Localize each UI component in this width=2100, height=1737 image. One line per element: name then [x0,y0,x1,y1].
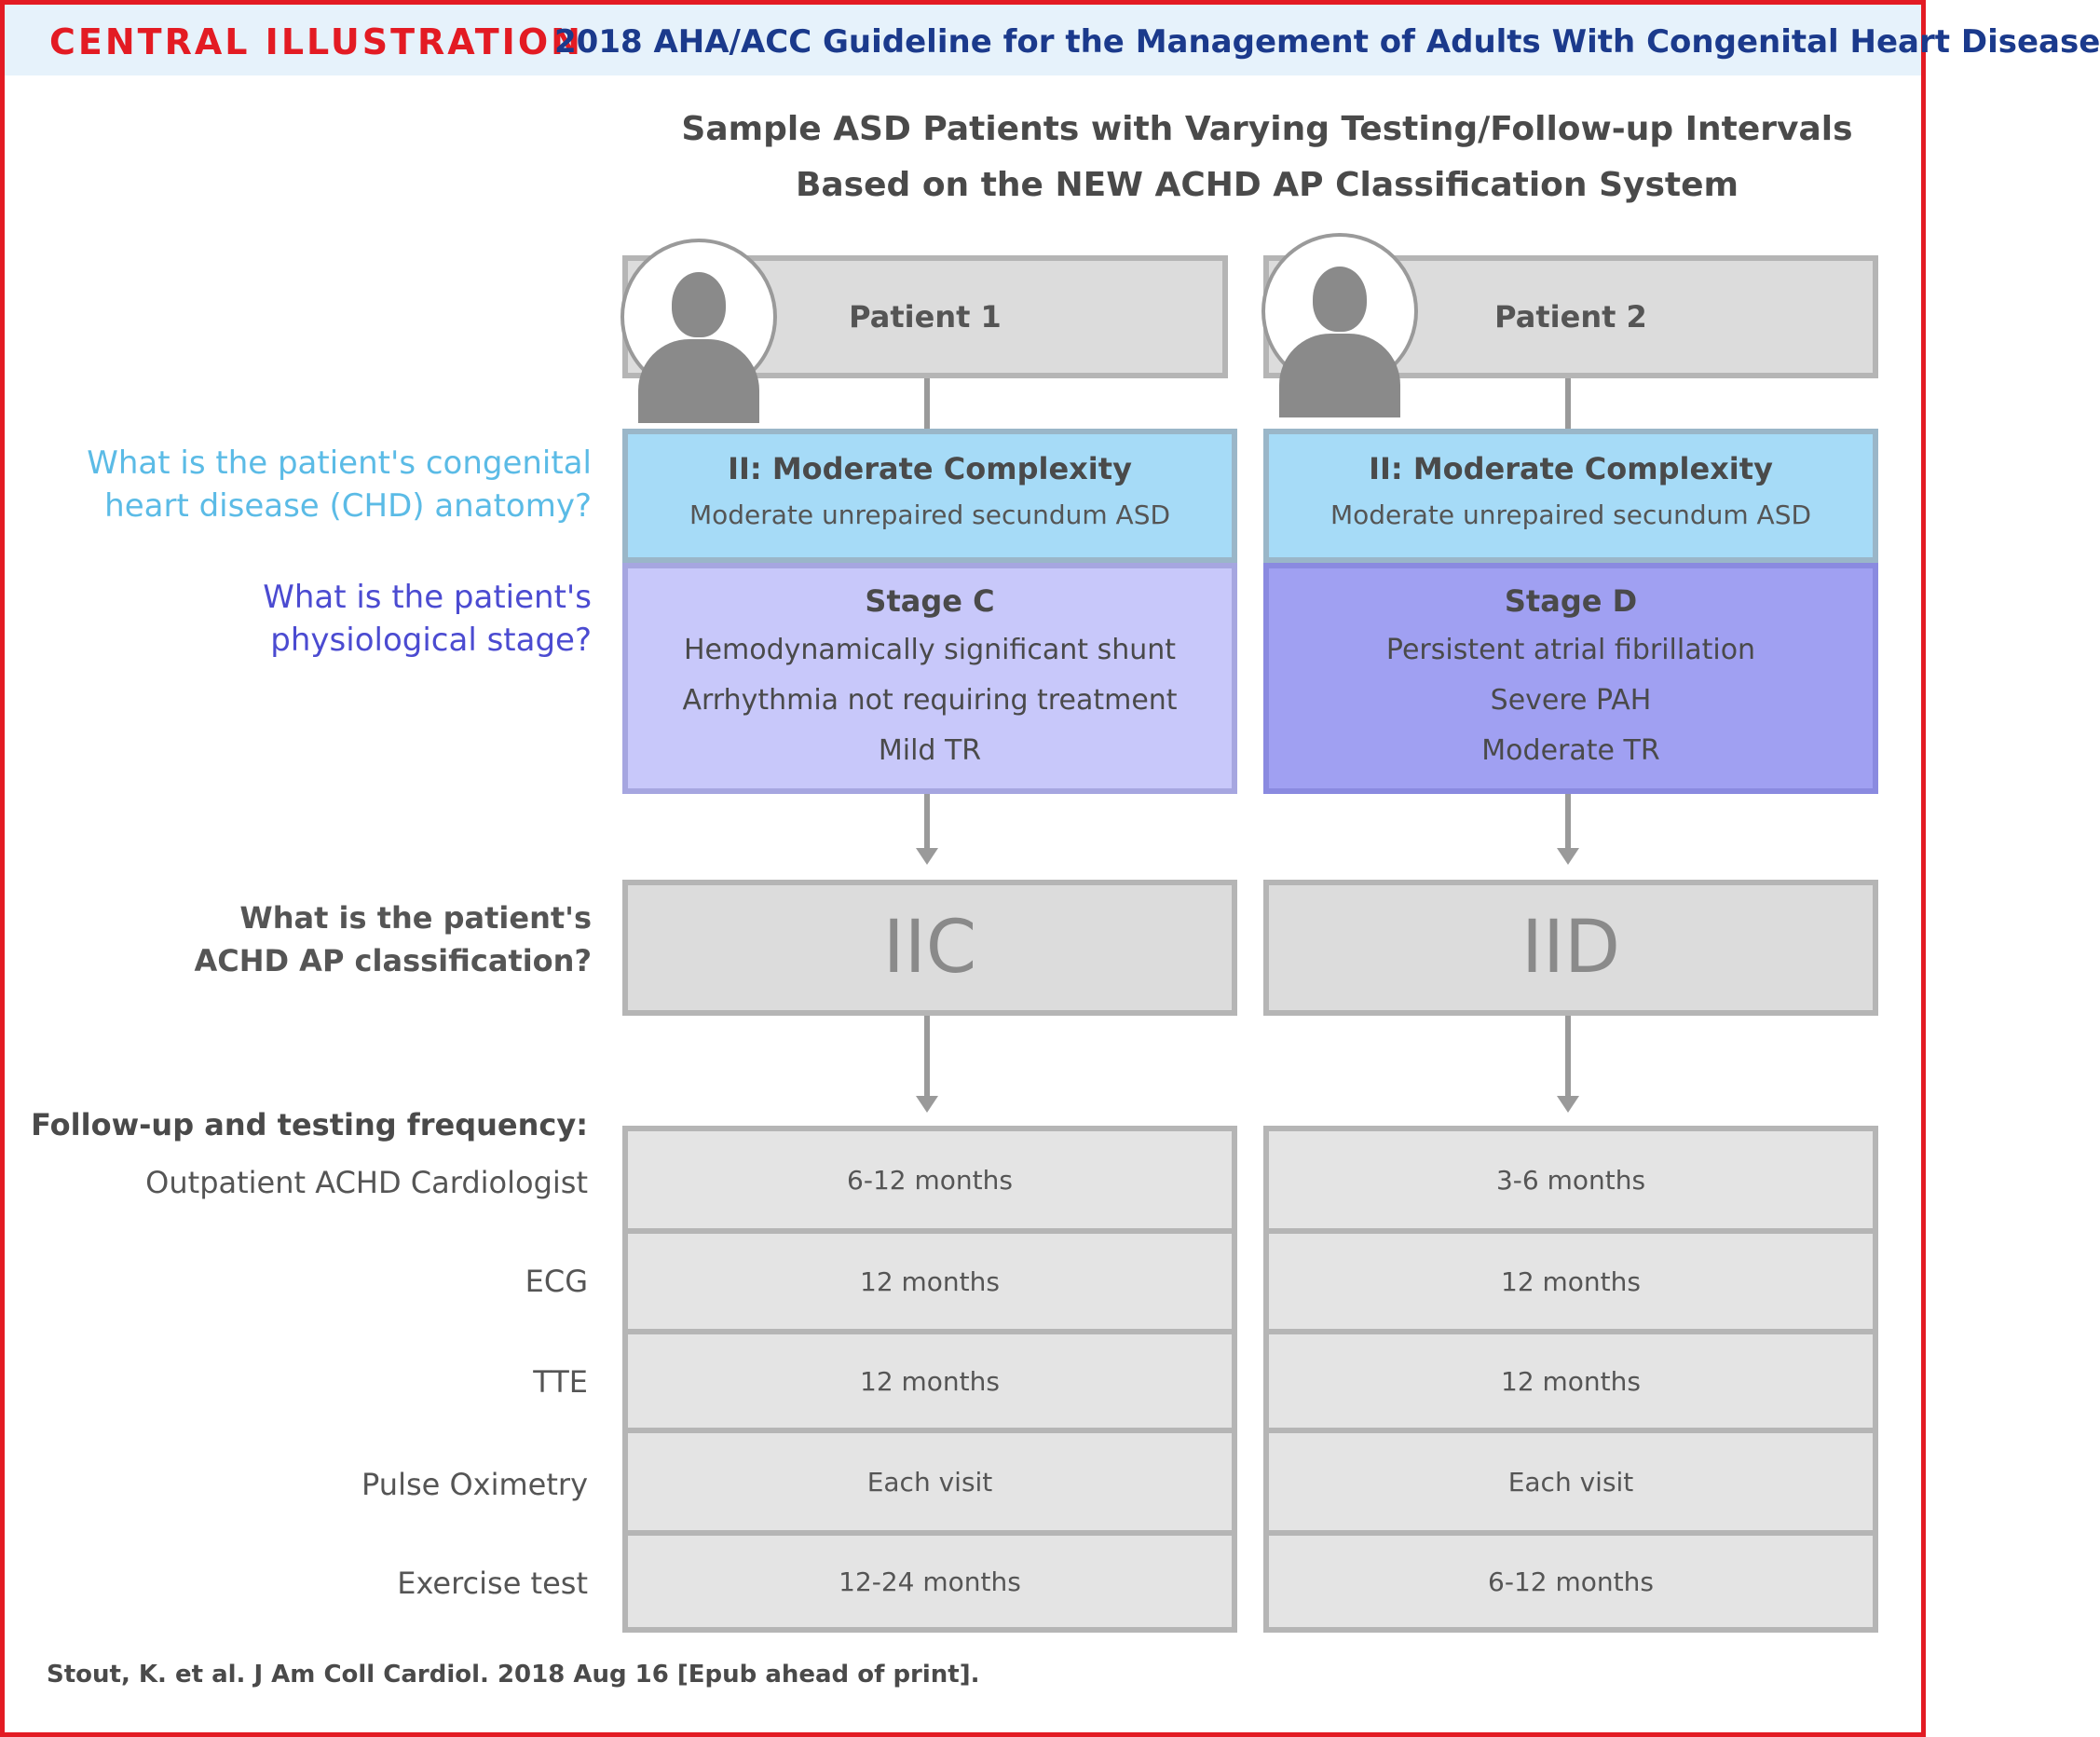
patient-1-followup-cardiologist: 6-12 months [847,1164,1013,1196]
patient-1-avatar-icon [620,239,777,395]
row-label-cardiologist: Outpatient ACHD Cardiologist [145,1165,588,1200]
patient-2-followup-tte: 12 months [1269,1329,1873,1428]
patient-1-stage-box [622,563,1237,794]
connector-p2-1 [1565,373,1571,429]
patient-2-stage-line-1: Persistent atrial fibrillation [1385,634,1756,666]
patient-1-stage-line-2: Arrhythmia not requiring treatment [682,684,1178,717]
question-stage-line-2: physiological stage? [270,622,592,659]
question-anatomy [87,442,592,527]
question-stage [263,576,592,662]
connector-p1-3 [924,1016,930,1100]
question-classification-line-2: ACHD AP classification? [194,943,592,978]
patient-1-anatomy-title: II: Moderate Complexity [728,451,1132,486]
question-classification-line-1: What is the patient's [239,900,592,936]
patient-1-anatomy-subtitle: Moderate unrepaired secundum ASD [689,499,1171,530]
patient-1-followup-ecg: 12 months [628,1228,1232,1329]
patient-1-classification: IIC [882,906,977,990]
patient-2-followup-ecg: 12 months [1269,1228,1873,1329]
row-label-pulse-oximetry: Pulse Oximetry [361,1467,588,1502]
guideline-title: 2018 AHA/ACC Guideline for the Management of Adults With Congenital Heart Disease [554,23,2100,61]
patient-2-classification: IID [1520,906,1621,990]
patient-2-followup-pulse-oximetry: Each visit [1269,1428,1873,1530]
patient-1-stage-title: Stage C [865,583,995,619]
arrow-p1-2 [916,1096,938,1113]
question-anatomy-line-1: What is the patient's congenital [87,445,592,482]
patient-1-followup-exercise-test: 12-24 months [628,1530,1232,1627]
patient-2-stage-title: Stage D [1504,583,1638,619]
patient-2-anatomy-box [1263,429,1878,563]
question-stage-line-1: What is the patient's [263,579,592,616]
patient-1-stage-line-3: Mild TR [878,734,982,767]
patient-2-followup-exercise-test: 6-12 months [1269,1530,1873,1627]
arrow-p2-2 [1557,1096,1579,1113]
patient-1-followup-table [622,1126,1237,1633]
patient-2-followup-cardiologist: 3-6 months [1495,1164,1646,1196]
patient-2-stage-line-2: Severe PAH [1490,684,1652,717]
citation: Stout, K. et al. J Am Coll Cardiol. 2018 Aug 16 [Epub ahead of print]. [47,1661,980,1689]
patient-1-classification-box [622,880,1237,1016]
patient-1-followup-tte: 12 months [628,1329,1232,1428]
connector-p2-3 [1565,1016,1571,1100]
question-classification [194,896,592,982]
header-bar [5,5,2100,75]
patient-2-anatomy-subtitle: Moderate unrepaired secundum ASD [1330,499,1812,530]
row-label-tte: TTE [533,1364,588,1400]
patient-2-name: Patient 2 [1494,299,1647,335]
patient-1-anatomy-box [622,429,1237,563]
arrow-p1-1 [916,848,938,865]
patient-1-name: Patient 1 [849,299,1002,335]
patient-2-avatar-icon [1261,233,1418,390]
patient-2-classification-box [1263,880,1878,1016]
patient-2-anatomy-title: II: Moderate Complexity [1369,451,1773,486]
patient-2-stage-box [1263,563,1878,794]
connector-p1-1 [924,373,930,429]
question-anatomy-line-2: heart disease (CHD) anatomy? [104,487,592,525]
followup-title: Follow-up and testing frequency: [31,1107,588,1142]
subtitle-line-1: Sample ASD Patients with Varying Testing/Follow-up Intervals [681,110,1853,148]
central-illustration-label: CENTRAL ILLUSTRATION [49,21,583,62]
row-label-exercise-test: Exercise test [397,1566,588,1601]
patient-2-stage-line-3: Moderate TR [1481,734,1660,767]
subtitle-line-2: Based on the NEW ACHD AP Classification System [795,166,1739,204]
patient-1-stage-line-1: Hemodynamically significant shunt [683,634,1177,666]
arrow-p2-1 [1557,848,1579,865]
patient-2-followup-table [1263,1126,1878,1633]
patient-1-followup-pulse-oximetry: Each visit [628,1428,1232,1530]
row-label-ecg: ECG [525,1264,588,1299]
